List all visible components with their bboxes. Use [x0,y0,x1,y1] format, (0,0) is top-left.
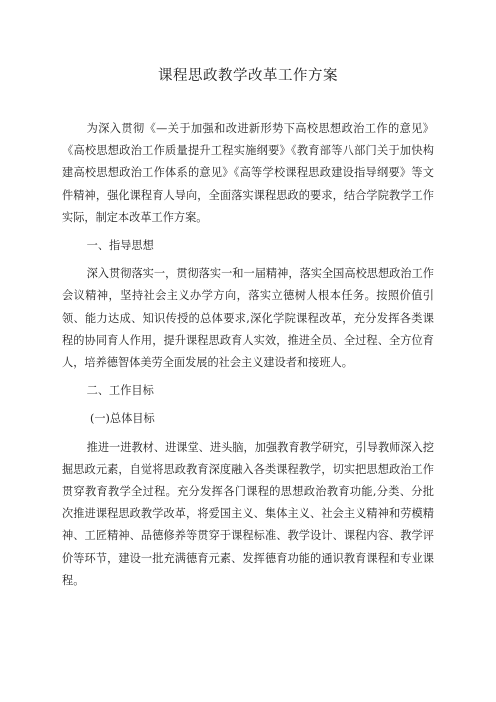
section-heading-guiding-ideology: 一、指导思想 [86,239,154,253]
guiding-ideology-paragraph: 深入贯彻落实一，贯彻落实一和一届精神，落实全国高校思想政治工作会议精神，坚持社会主义办学方向，落实立德树人根本任务。按照价值引领、能力达成、知识传授的总体要求,深化学院课程改革，充分发挥各类课程的协同育人作用，提升课程思政育人实效，推进全员、全过程、全方位育人，培养德智体美劳全面发展的社会主义建设者和接班人。 [62,267,434,370]
section-heading-work-goals: 二、工作目标 [86,384,154,398]
subsection-heading-overall-goal: (一)总体目标 [90,412,155,426]
overall-goal-paragraph: 推进一进教材、进课堂、进头脑，加强教育教学研究，引导教师深入挖掘思政元素，自觉将思政教育深度融入各类课程教学，切实把思想政治工作贯穿教育教学全过程。充分发挥各门课程的思想政治教育功能,分类、分批次推进课程思政教学改革，将爱国主义、集体主义、社会主义精神和劳模精神、工匠精神、品德修养等贯穿于课程标准、教学设计、课程内容、教学评价等环节，建设一批充满德育元素、发挥德育功能的通识教育课程和专业课程。 [62,440,434,587]
document-title: 课程思政教学改革工作方案 [158,68,338,84]
document-body [62,118,434,598]
intro-paragraph: 为深入贯彻《—关于加强和改进新形势下高校思想政治工作的意见》《高校思想政治工作质量提升工程实施纲要》《教育部等八部门关于加快构建高校思想政治工作体系的意见》《高等学校课程思政建设指导纲要》等文件精神，强化课程育人导向，全面落实课程思政的要求，结合学院教学工作实际，制定本改革工作方案。 [62,122,434,224]
